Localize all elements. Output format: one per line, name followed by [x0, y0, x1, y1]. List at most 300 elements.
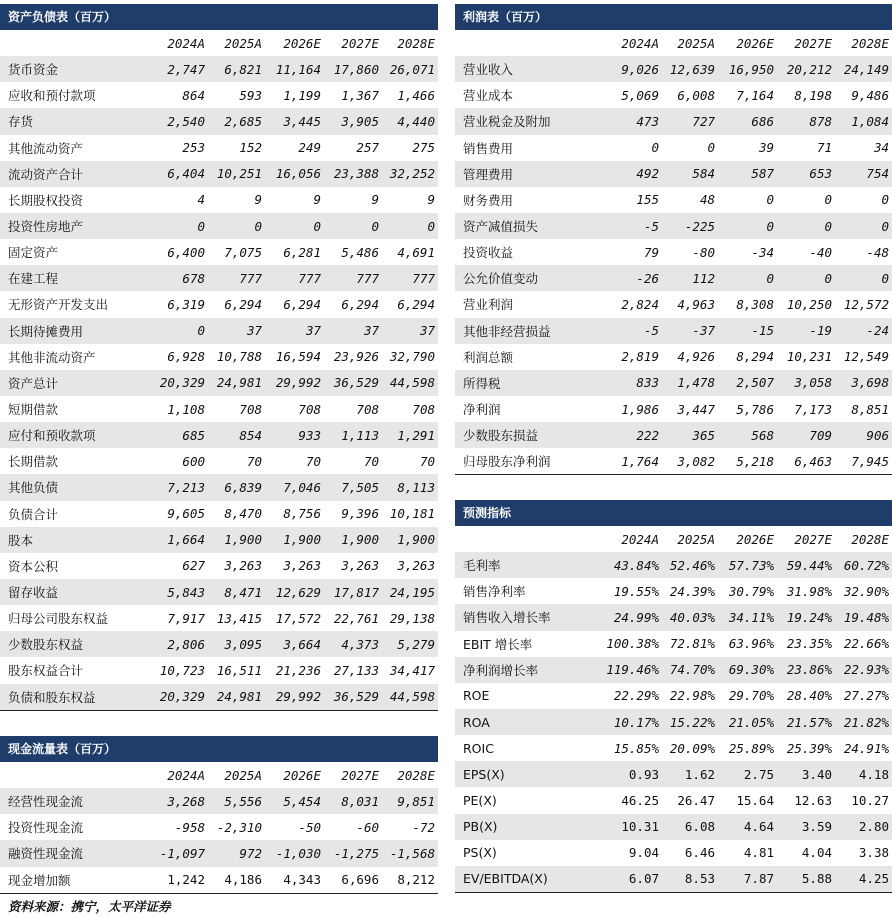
- row-value: -26: [603, 265, 662, 291]
- row-value: 1,108: [167, 401, 205, 417]
- row-value: 26,071: [382, 56, 438, 82]
- row-value: 686: [718, 108, 777, 134]
- row-value: 7,164: [736, 87, 774, 103]
- row-label: 融资性现金流: [0, 840, 150, 866]
- year-header-cell: 2027E: [341, 35, 379, 51]
- table-row: [455, 814, 892, 840]
- table-row: [0, 605, 438, 631]
- row-value: 5,279: [382, 631, 438, 657]
- year-header-blank: [455, 30, 603, 56]
- income-statement-panel: [455, 4, 892, 475]
- table-row: [455, 56, 892, 82]
- table-row: [0, 56, 438, 82]
- row-value: 29,992: [265, 684, 324, 711]
- row-value: 17,817: [324, 579, 382, 605]
- row-value: 31.98%: [786, 583, 832, 599]
- row-value: 2,540: [150, 108, 208, 134]
- row-label: 营业成本: [463, 88, 514, 104]
- year-header-cell: 2026E: [736, 35, 774, 51]
- row-value: 12,549: [843, 349, 889, 365]
- table-row: [0, 213, 438, 239]
- row-value: -37: [662, 318, 718, 344]
- table-row: [455, 735, 892, 761]
- year-header-cell: 2025A: [677, 35, 715, 51]
- year-header-cell: 2027E: [794, 35, 832, 51]
- row-value: 8,470: [224, 506, 262, 522]
- row-value: -40: [809, 244, 832, 260]
- row-value: 16,594: [275, 349, 321, 365]
- row-value: 119.46%: [603, 657, 662, 683]
- year-header-cell: 2026E: [283, 767, 321, 783]
- table-row: [455, 344, 892, 370]
- row-value: 0: [718, 265, 777, 291]
- row-value: 253: [182, 140, 205, 156]
- row-value: 3,058: [777, 370, 835, 396]
- row-value: -1,097: [150, 840, 208, 866]
- row-label: 管理费用: [455, 161, 603, 187]
- table-row: [455, 187, 892, 213]
- row-value: 37: [324, 318, 382, 344]
- row-value: 9,486: [851, 87, 889, 103]
- row-value: 4,186: [224, 872, 262, 888]
- table-row: [0, 840, 438, 866]
- row-label: 财务费用: [463, 192, 514, 208]
- row-label: 其他负债: [0, 474, 150, 500]
- row-value: 23,388: [324, 161, 382, 187]
- row-value: 8,851: [851, 401, 889, 417]
- row-value: 52.46%: [662, 552, 718, 578]
- row-value: -5: [603, 318, 662, 344]
- row-value: -48: [866, 244, 889, 260]
- year-header-blank: [455, 526, 603, 552]
- row-value: 7,505: [324, 474, 382, 500]
- table-row: [0, 344, 438, 370]
- row-value: 22.66%: [843, 636, 889, 652]
- row-value: 152: [239, 140, 262, 156]
- row-value: 36,529: [324, 370, 382, 396]
- row-value: 365: [662, 422, 718, 448]
- row-value: 7,917: [167, 610, 205, 626]
- row-value: 587: [718, 161, 777, 187]
- row-value: 1,986: [621, 401, 659, 417]
- row-value: 3,445: [265, 108, 324, 134]
- row-value: 3,698: [835, 370, 892, 396]
- row-value: 0: [150, 213, 208, 239]
- year-header-cell: 2028E: [851, 531, 889, 547]
- row-label: 少数股东损益: [455, 422, 603, 448]
- row-label: 投资性现金流: [8, 820, 84, 836]
- year-header-cell: 2027E: [341, 767, 379, 783]
- row-value: 37: [382, 318, 438, 344]
- row-value: 6.46: [684, 845, 715, 861]
- row-value: -80: [692, 244, 715, 260]
- row-value: 6,281: [283, 244, 321, 260]
- row-label: 利润总额: [463, 349, 514, 365]
- row-value: 9: [427, 192, 435, 208]
- row-value: 4.81: [743, 845, 774, 861]
- row-value: 8,756: [283, 506, 321, 522]
- row-value: 10.17%: [603, 709, 662, 735]
- row-value: 777: [208, 265, 265, 291]
- row-label: 负债和股东权益: [0, 684, 150, 711]
- forecast-panel: [455, 500, 892, 893]
- row-value: 63.96%: [728, 636, 774, 652]
- row-label: 无形资产开发支出: [8, 297, 109, 313]
- row-value: 24,195: [382, 579, 438, 605]
- row-value: 9: [371, 192, 379, 208]
- row-value: 1,199: [283, 87, 321, 103]
- row-value: 0: [777, 213, 835, 239]
- row-value: 8,212: [397, 872, 435, 888]
- row-value: 1,113: [324, 422, 382, 448]
- year-header-cell: 2026E: [736, 531, 774, 547]
- year-header-cell: 2028E: [851, 35, 889, 51]
- row-value: 2,685: [208, 108, 265, 134]
- row-value: -1,568: [382, 840, 438, 866]
- row-value: 24,981: [208, 370, 265, 396]
- row-value: 0: [208, 213, 265, 239]
- table-row: [455, 108, 892, 134]
- row-label: ROA: [455, 709, 603, 735]
- table-row: [455, 683, 892, 709]
- row-value: 972: [208, 840, 265, 866]
- row-value: 27.27%: [843, 688, 889, 704]
- row-value: 3,263: [224, 558, 262, 574]
- row-label: 毛利率: [455, 552, 603, 578]
- table-row: [455, 396, 892, 422]
- year-header-cell: 2027E: [794, 531, 832, 547]
- row-value: 24.99%: [603, 604, 662, 630]
- row-value: 600: [182, 453, 205, 469]
- table-row: [0, 82, 438, 108]
- table-row: [0, 631, 438, 657]
- cash-flow-table: [0, 762, 438, 894]
- row-value: 32,252: [382, 161, 438, 187]
- row-value: -60: [356, 819, 379, 835]
- row-value: 6,839: [208, 474, 265, 500]
- row-value: 3,905: [324, 108, 382, 134]
- table-row: [455, 213, 892, 239]
- row-value: 16,950: [718, 56, 777, 82]
- row-label: 经营性现金流: [0, 788, 150, 814]
- table-row: [455, 239, 892, 265]
- row-label: 投资收益: [463, 245, 514, 261]
- table-row: [0, 684, 438, 711]
- row-value: 34,417: [389, 662, 435, 678]
- row-value: 6,294: [224, 296, 262, 312]
- row-label: 销售净利率: [463, 584, 526, 600]
- row-value: 23.35%: [786, 636, 832, 652]
- row-value: 1,764: [621, 453, 659, 469]
- row-value: 37: [208, 318, 265, 344]
- row-value: 15.22%: [662, 709, 718, 735]
- year-header-cell: 2024A: [621, 35, 659, 51]
- row-value: 1,900: [382, 527, 438, 553]
- table-row: [0, 657, 438, 683]
- row-label: PE(X): [463, 792, 497, 808]
- row-label: 其他非流动资产: [8, 349, 96, 365]
- row-value: 12,629: [265, 579, 324, 605]
- row-value: 864: [182, 87, 205, 103]
- row-label: 营业收入: [455, 56, 603, 82]
- row-value: 21.82%: [835, 709, 892, 735]
- row-value: 48: [699, 192, 715, 208]
- row-value: 23,926: [333, 349, 379, 365]
- row-label: 资本公积: [8, 558, 59, 574]
- year-header-cell: 2028E: [397, 767, 435, 783]
- row-value: 0: [718, 213, 777, 239]
- cash-flow-title: 现金流量表（百万）: [0, 736, 438, 762]
- row-value: 754: [835, 161, 892, 187]
- row-value: 708: [412, 401, 435, 417]
- row-value: 70: [419, 453, 435, 469]
- table-row: [0, 370, 438, 396]
- row-value: 72.81%: [669, 636, 715, 652]
- row-value: 1,242: [167, 872, 205, 888]
- table-row: [0, 239, 438, 265]
- row-value: 6,294: [283, 296, 321, 312]
- row-value: 7,213: [150, 474, 208, 500]
- year-header-row: [455, 30, 892, 56]
- row-value: -15: [718, 318, 777, 344]
- year-header-cell: 2025A: [224, 767, 262, 783]
- row-value: 777: [382, 265, 438, 291]
- row-label: 长期借款: [8, 454, 59, 470]
- year-header-cell: 2024A: [621, 531, 659, 547]
- table-row: [0, 318, 438, 344]
- row-value: 24,981: [208, 684, 265, 711]
- row-value: 23.86%: [777, 657, 835, 683]
- row-value: 854: [208, 422, 265, 448]
- row-label: 销售收入增长率: [455, 604, 603, 630]
- table-row: [455, 291, 892, 317]
- table-row: [455, 265, 892, 291]
- table-row: [0, 396, 438, 422]
- row-value: 8.53: [662, 866, 718, 893]
- row-value: 833: [603, 370, 662, 396]
- row-value: 8,471: [208, 579, 265, 605]
- row-value: 249: [298, 140, 321, 156]
- table-row: [455, 787, 892, 813]
- row-label: 在建工程: [0, 265, 150, 291]
- row-value: 4,926: [677, 349, 715, 365]
- table-row: [0, 553, 438, 579]
- row-value: -225: [662, 213, 718, 239]
- row-value: 19.55%: [613, 583, 659, 599]
- row-value: 6,696: [341, 872, 379, 888]
- row-value: 4.25: [835, 866, 892, 893]
- row-value: 6,928: [167, 349, 205, 365]
- table-row: [455, 578, 892, 604]
- row-value: 16,056: [265, 161, 324, 187]
- row-value: -2,310: [216, 819, 262, 835]
- row-label: EBIT 增长率: [463, 636, 533, 652]
- row-value: 8,198: [794, 87, 832, 103]
- row-label: 投资性房地产: [0, 213, 150, 239]
- row-value: 1,478: [662, 370, 718, 396]
- row-value: 4,691: [397, 244, 435, 260]
- row-value: 112: [662, 265, 718, 291]
- income-statement-table: [455, 30, 892, 475]
- row-value: 708: [356, 401, 379, 417]
- row-value: 13,415: [216, 610, 262, 626]
- table-row: [455, 318, 892, 344]
- row-value: 16,511: [216, 662, 262, 678]
- year-header-cell: 2024A: [167, 767, 205, 783]
- row-value: 1,291: [382, 422, 438, 448]
- row-value: 4.04: [801, 845, 832, 861]
- row-value: 6,008: [677, 87, 715, 103]
- row-value: 275: [412, 140, 435, 156]
- row-value: 22.93%: [835, 657, 892, 683]
- row-value: 15.85%: [613, 740, 659, 756]
- row-value: 1,664: [150, 527, 208, 553]
- row-label: 资产总计: [0, 370, 150, 396]
- row-value: 0.93: [603, 761, 662, 787]
- forecast-title: 预测指标: [455, 500, 892, 526]
- row-value: 727: [662, 108, 718, 134]
- row-label: 存货: [0, 108, 150, 134]
- row-value: 34: [873, 140, 889, 156]
- row-value: 1,084: [835, 108, 892, 134]
- row-label: 所得税: [455, 370, 603, 396]
- row-value: 17,860: [324, 56, 382, 82]
- row-value: 2,507: [718, 370, 777, 396]
- row-label: 其他非经营损益: [455, 318, 603, 344]
- row-value: 3,263: [397, 558, 435, 574]
- table-row: [0, 135, 438, 161]
- row-value: 5,218: [736, 453, 774, 469]
- table-row: [0, 265, 438, 291]
- row-value: 5,556: [208, 788, 265, 814]
- balance-sheet-panel: [0, 4, 438, 711]
- table-row: [455, 82, 892, 108]
- row-label: 长期股权投资: [8, 192, 84, 208]
- row-label: 货币资金: [0, 56, 150, 82]
- row-value: 6,294: [341, 296, 379, 312]
- row-value: 2.80: [835, 814, 892, 840]
- table-row: [455, 657, 892, 683]
- row-value: 2.75: [718, 761, 777, 787]
- table-row: [455, 422, 892, 448]
- row-value: 2,819: [621, 349, 659, 365]
- row-label: 股东权益合计: [8, 663, 84, 679]
- row-value: 3.38: [858, 845, 889, 861]
- row-value: 653: [777, 161, 835, 187]
- row-label: 其他流动资产: [8, 140, 84, 156]
- table-row: [0, 422, 438, 448]
- row-value: 3,263: [283, 558, 321, 574]
- row-label: EPS(X): [455, 761, 603, 787]
- row-value: 9,851: [382, 788, 438, 814]
- year-header-cell: 2024A: [167, 35, 205, 51]
- row-value: 29,992: [265, 370, 324, 396]
- row-value: 5,069: [621, 87, 659, 103]
- row-label: 短期借款: [8, 402, 59, 418]
- cash-flow-panel: [0, 736, 438, 894]
- row-value: 4,440: [382, 108, 438, 134]
- row-value: 6,821: [208, 56, 265, 82]
- row-value: 155: [636, 192, 659, 208]
- row-value: 0: [382, 213, 438, 239]
- row-value: 12.63: [794, 792, 832, 808]
- row-value: 70: [246, 453, 262, 469]
- row-value: 0: [835, 213, 892, 239]
- year-header-blank: [0, 30, 150, 56]
- row-value: -1,275: [324, 840, 382, 866]
- row-value: 6,294: [397, 296, 435, 312]
- table-row: [0, 579, 438, 605]
- table-row: [0, 474, 438, 500]
- row-value: 21,236: [275, 662, 321, 678]
- row-value: 1,900: [265, 527, 324, 553]
- row-value: 222: [603, 422, 662, 448]
- row-value: 2,806: [150, 631, 208, 657]
- row-value: 8,113: [382, 474, 438, 500]
- row-value: 32,790: [389, 349, 435, 365]
- row-value: 4,343: [283, 872, 321, 888]
- row-value: 20,329: [150, 684, 208, 711]
- row-value: 8,308: [736, 296, 774, 312]
- row-value: 3,082: [677, 453, 715, 469]
- income-statement-title: 利润表（百万）: [455, 4, 892, 30]
- row-value: 4.64: [718, 814, 777, 840]
- row-value: 4: [197, 192, 205, 208]
- row-value: 6,319: [167, 296, 205, 312]
- row-value: 21.57%: [777, 709, 835, 735]
- row-value: 6,404: [150, 161, 208, 187]
- row-value: 9,026: [603, 56, 662, 82]
- row-value: 28.40%: [786, 688, 832, 704]
- row-label: 应付和预收款项: [0, 422, 150, 448]
- table-row: [455, 840, 892, 866]
- row-label: ROE: [463, 688, 490, 704]
- row-value: 5,786: [736, 401, 774, 417]
- row-value: 8,294: [736, 349, 774, 365]
- row-value: 1.62: [662, 761, 718, 787]
- row-value: 60.72%: [835, 552, 892, 578]
- row-value: 7,945: [851, 453, 889, 469]
- row-value: 685: [150, 422, 208, 448]
- row-value: 25.39%: [786, 740, 832, 756]
- row-value: 27,133: [333, 662, 379, 678]
- row-label: ROIC: [463, 740, 494, 756]
- row-value: 20,329: [150, 370, 208, 396]
- row-value: 0: [881, 192, 889, 208]
- table-row: [455, 604, 892, 630]
- year-header-cell: 2028E: [397, 35, 435, 51]
- row-value: 22.98%: [669, 688, 715, 704]
- row-value: 568: [718, 422, 777, 448]
- row-value: 473: [603, 108, 662, 134]
- row-value: 5,843: [150, 579, 208, 605]
- row-value: 70: [305, 453, 321, 469]
- row-value: 708: [239, 401, 262, 417]
- year-header-row: [455, 526, 892, 552]
- row-value: 10,723: [159, 662, 205, 678]
- row-value: 15.64: [736, 792, 774, 808]
- year-header-row: [0, 762, 438, 788]
- row-value: 19.48%: [835, 604, 892, 630]
- table-row: [455, 161, 892, 187]
- row-value: 20,212: [777, 56, 835, 82]
- table-row: [0, 788, 438, 814]
- year-header-cell: 2025A: [677, 531, 715, 547]
- row-value: 19.24%: [777, 604, 835, 630]
- row-label: 净利润: [463, 402, 501, 418]
- row-value: 9,396: [341, 506, 379, 522]
- row-value: 34.11%: [718, 604, 777, 630]
